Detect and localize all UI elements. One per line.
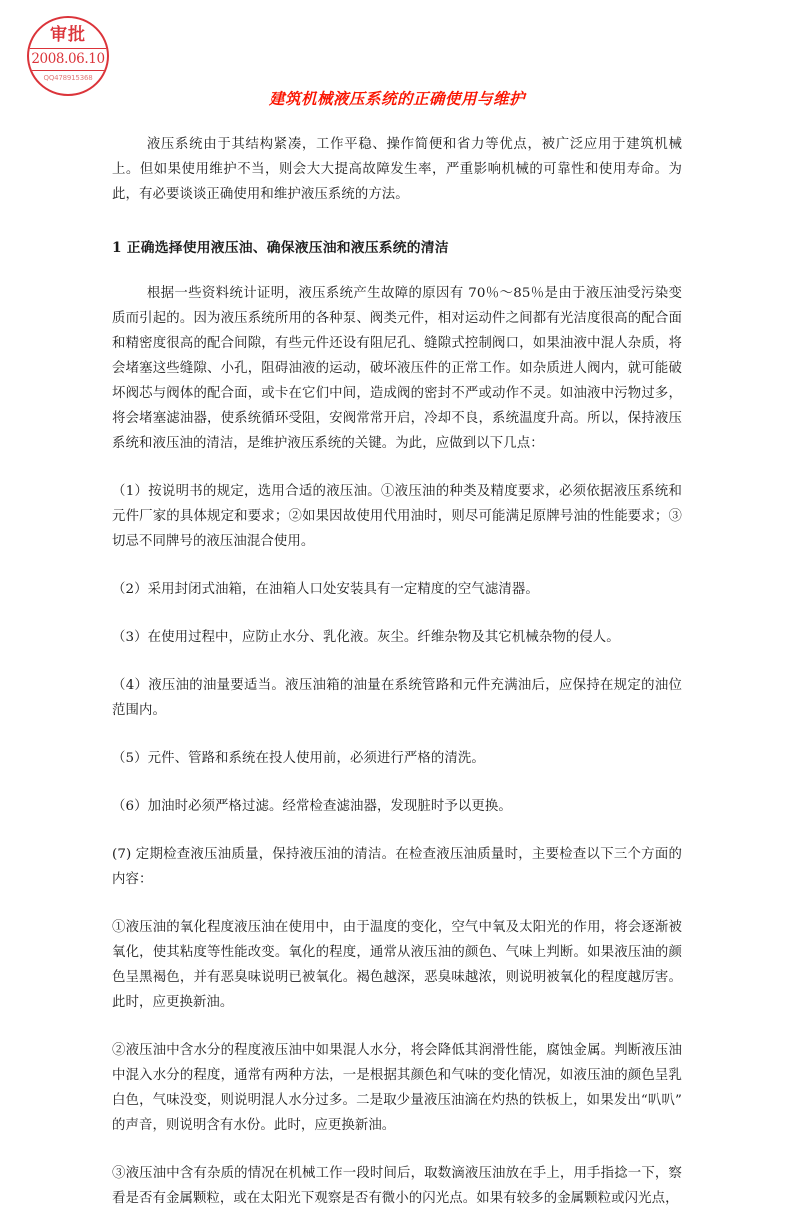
list-item: （6）加油时必须严格过滤。经常检查滤油器，发现脏时予以更换。 [112, 798, 512, 814]
stamp-divider-bottom [27, 70, 109, 71]
sub-list-item: ②液压油中含水分的程度液压油中如果混人水分，将会降低其润滑性能，腐蚀金属。判断液压油中混入水分的程度，通常有两种方法，一是根据其颜色和气味的变化情况，如液压油的颜色呈乳白色，气味没变，则说明混人水分过多。二是取少量液压油滴在灼热的铁板上，如果发出“叭叭”的声音，则说明含有水份。此时，应更换新油。 [112, 1042, 682, 1133]
sub-list-item: ③液压油中含有杂质的情况在机械工作一段时间后，取数滴液压油放在手上，用手指捻一下，察看是否有金属颗粒，或在太阳光下观察是否有微小的闪光点。如果有较多的金属颗粒或闪光点， [112, 1165, 682, 1206]
list-item: （2）采用封闭式油箱，在油箱人口处安装具有一定精度的空气滤清器。 [112, 581, 539, 597]
stamp-code-text: QQ478915368 [43, 74, 93, 82]
stamp-divider-top [27, 48, 109, 49]
sub-list-item: ①液压油的氧化程度液压油在使用中，由于温度的变化，空气中氧及太阳光的作用，将会逐渐被氧化，使其粘度等性能改变。氧化的程度，通常从液压油的颜色、气味上判断。如果液压油的颜色呈黑褐色，并有恶臭味说明已被氧化。褐色越深，恶臭味越浓，则说明被氧化的程度越厉害。此时，应更换新油。 [112, 919, 682, 1010]
list-item: （5）元件、管路和系统在投人使用前，必须进行严格的清洗。 [112, 750, 485, 766]
section-heading-1: 1 正确选择使用液压油、确保液压油和液压系统的清洁 [112, 239, 449, 256]
approval-stamp-inner [29, 18, 107, 94]
list-item: （1）按说明书的规定，选用合适的液压油。①液压油的种类及精度要求，必须依据液压系统和元件厂家的具体规定和要求；②如果因故使用代用油时，则尽可能满足原牌号油的性能要求；③切忌不同牌号的液压油混合使用。 [112, 483, 682, 549]
stamp-date-text: 2008.06.10 [31, 51, 105, 67]
stamp-title-text: 审批 [50, 25, 86, 45]
document-body [112, 0, 682, 1211]
approval-stamp [27, 16, 109, 96]
page-title: 建筑机械液压系统的正确使用与维护 [268, 89, 525, 108]
list-item: (7) 定期检查液压油质量，保持液压油的清洁。在检查液压油质量时，主要检查以下三个方面的内容： [112, 846, 682, 887]
section-1-intro-paragraph: 根据一些资料统计证明，液压系统产生故障的原因有 70％～85％是由于液压油受污染变质而引起的。因为液压系统所用的各种泵、阀类元件，相对运动件之间都有光洁度很高的配合面和精密度很高的配合间隙，有些元件还设有阻尼孔、缝隙式控制阀口，如果油液中混人杂质，将会堵塞这些缝隙、小孔，阻碍油液的运动，破坏液压件的正常工作。如杂质进人阀内，就可能破坏阀芯与阀体的配合面，或卡在它们中间，造成阀的密封不严或动作不灵。如油液中污物过多，将会堵塞滤油器，使系统循环受阻，安阀常常开启，冷却不良，系统温度升高。所以，保持液压系统和液压油的清洁，是维护液压系统的关键。为此，应做到以下几点： [112, 285, 682, 451]
lead-paragraph: 液压系统由于其结构紧凑，工作平稳、操作简便和省力等优点，被广泛应用于建筑机械上。但如果使用维护不当，则会大大提高故障发生率，严重影响机械的可靠性和使用寿命。为此，有必要谈谈正确使用和维护液压系统的方法。 [112, 136, 682, 202]
list-item: （3）在使用过程中，应防止水分、乳化液。灰尘。纤维杂物及其它机械杂物的侵人。 [112, 629, 620, 645]
list-item: （4）液压油的油量要适当。液压油箱的油量在系统管路和元件充满油后，应保持在规定的油位范围内。 [112, 677, 682, 718]
